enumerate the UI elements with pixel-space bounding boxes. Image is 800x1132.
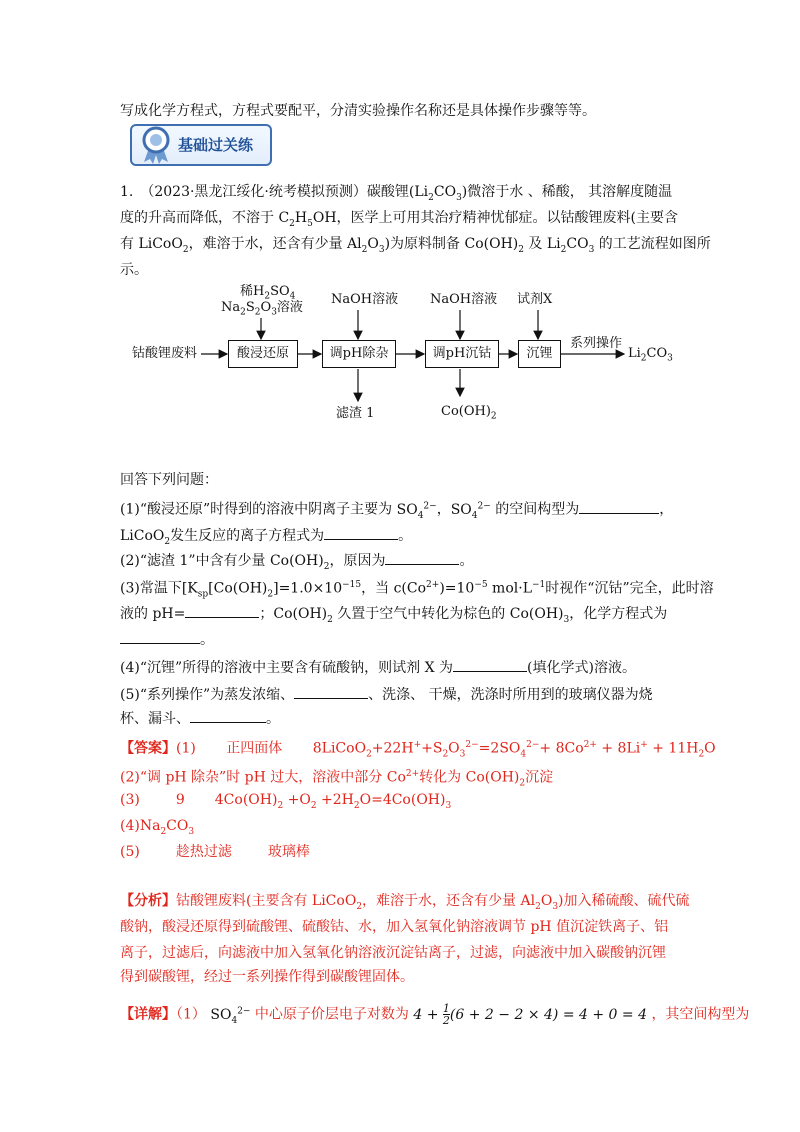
detail-label: 【详解】 bbox=[120, 1006, 176, 1023]
question-3b: 液的 pH= ；$Co(OH)_2$ 久置于空气中转化为棕色的 $Co(OH)_3$，化学方程式为 bbox=[120, 603, 667, 630]
banner-title: 基础过关练 bbox=[178, 136, 254, 154]
answer-4: $(4)Na_2CO_3$ bbox=[120, 818, 195, 837]
analysis-line-1: 【分析】钴酸锂废料(主要含有 LiCoO$_2$，难溶于水，还含有少量 $Al_2O_3$)加入稀硫酸、硫代硫 bbox=[120, 893, 690, 912]
detail-sulfate-ion: $SO_4^{2-}$ bbox=[210, 1006, 251, 1026]
flow-reagent-1-line-1: 稀$H_2SO_4$ bbox=[240, 284, 296, 302]
answer-blank-2[interactable] bbox=[385, 550, 459, 565]
answer-2: (2)“调 pH 除杂”时 pH 过大，溶液中部分 $Co^{2+}$转化为 $Co(OH)_2$沉淀 bbox=[120, 769, 554, 789]
answer-blank-1a[interactable] bbox=[579, 499, 659, 514]
flow-output-3: $Co(OH)_2$ bbox=[441, 404, 497, 422]
question-1: (1)“酸浸还原”时得到的溶液中阴离子主要为 $SO_4^{2-}$，$SO_4^{2-}$ 的空间构型为 ， bbox=[120, 496, 673, 525]
question-3: (3)常温下[$K_{sp}[Co(OH)_2]=1.0\times 10^{-15}$，当 $c(Co^{2+})=10^{-5}$ $mol\cdot L^{-1}$时视作“沉钴”完全，此时溶 bbox=[120, 580, 714, 600]
question-1-eq: LiCoO$_2$发生反应的离子方程式为 。 bbox=[120, 525, 412, 552]
answer-blank-1b[interactable] bbox=[324, 525, 398, 540]
question-line-1: 1. （2023·黑龙江绥化·统考模拟预测）碳酸锂$(Li_2CO_3)$微溶于水 、稀酸， 其溶解度随温 bbox=[120, 184, 673, 203]
question-line-3: 有 LiCoO$_2$，难溶于水，还含有少量 $Al_2O_3$)为原料制备 $Co(OH)_2$ 及 $Li_2CO_3$ 的工艺流程如图所 bbox=[120, 236, 711, 255]
flow-input-label: 钴酸锂废料 bbox=[132, 346, 198, 361]
question-5: (5)“系列操作”为蒸发浓缩、 、洗涤、 干燥，洗涤时所用到的玻璃仪器为烧 bbox=[120, 684, 653, 705]
flow-reagent-2: NaOH溶液 bbox=[331, 292, 399, 307]
analysis-line-2: 酸钠，酸浸还原得到硫酸锂、硫酸钴、水，加入氢氧化钠溶液调节 pH 值沉淀铁离子、铝 bbox=[120, 919, 669, 935]
detail-line-1: 【详解】（1） $SO_4^{2-}$ 中心原子价层电子对数为 4 + $\frac{1}{2}$ (6 + 2 − 2 × 4) = 4 + 0 = 4 ，其空间构型为 bbox=[120, 1002, 750, 1028]
answer-blank-3a[interactable] bbox=[185, 603, 259, 618]
flow-product: $Li_2CO_3$ bbox=[628, 346, 673, 364]
flow-step-lithium: 沉锂 bbox=[518, 340, 561, 368]
answer-3: (3) 9 $4Co(OH)_2 +O_2 +2H_2O=4Co(OH)_3$ bbox=[120, 792, 452, 811]
answer-5: (5) 趁热过滤 玻璃棒 bbox=[120, 844, 310, 860]
flow-step-ph-cobalt: 调pH沉钴 bbox=[425, 340, 499, 368]
analysis-line-4: 得到碳酸锂，经过一系列操作得到碳酸锂固体。 bbox=[120, 969, 414, 985]
answer-blank-5a[interactable] bbox=[294, 684, 368, 699]
flow-reagent-4: 试剂X bbox=[517, 292, 553, 307]
question-3c: 。 bbox=[120, 629, 214, 650]
answer-label: 【答案】 bbox=[120, 740, 176, 757]
detail-formula: 4 + $\frac{1}{2}$ (6 + 2 − 2 × 4) = 4 + 0 = 4 bbox=[413, 1002, 647, 1028]
sulfate-ion-2: $SO_4^{2-}$ bbox=[450, 501, 491, 521]
flow-reagent-1-line-2: $Na_2S_2O_3$溶液 bbox=[221, 300, 303, 318]
question-line-4: 示。 bbox=[120, 262, 148, 278]
question-line-2: 度的升高而降低，不溶于 $C_2H_5OH$，医学上可用其治疗精神忧郁症。以钴酸锂废料(主要含 bbox=[120, 210, 679, 229]
answer-intro: 回答下列问题： bbox=[120, 472, 218, 488]
question-5c: 杯、漏斗、 。 bbox=[120, 708, 280, 729]
flow-output-2: 滤渣 1 bbox=[336, 406, 375, 421]
flow-arrows bbox=[0, 0, 800, 440]
analysis-label: 【分析】 bbox=[120, 893, 176, 909]
answer-blank-3b[interactable] bbox=[120, 629, 200, 644]
answer-blank-5b[interactable] bbox=[190, 708, 266, 723]
sulfate-ion: $SO_4^{2-}$ bbox=[396, 501, 437, 521]
question-4: (4)“沉锂”所得的溶液中主要含有硫酸钠，则试剂 X 为 (填化学式)溶液。 bbox=[120, 657, 636, 678]
answer-1: 【答案】(1) 正四面体 $8LiCoO_2+22H^++S_2O_3^{2-}=2SO_4^{2-}+ 8Co^{2+} + 8Li^+ + 11H_2O$ bbox=[120, 740, 716, 760]
answer-blank-4[interactable] bbox=[453, 657, 527, 672]
flow-reagent-3: NaOH溶液 bbox=[430, 292, 498, 307]
flow-final-operation: 系列操作 bbox=[570, 336, 623, 351]
flow-step-acid-leach: 酸浸还原 bbox=[228, 340, 298, 368]
question-2: (2)“滤渣 1”中含有少量 $Co(OH)_2$，原因为 。 bbox=[120, 550, 473, 577]
analysis-line-3: 离子，过滤后，向滤液中加入氢氧化钠溶液沉淀钴离子，过滤，向滤液中加入碳酸钠沉锂 bbox=[120, 945, 666, 961]
flow-step-ph-impurity: 调pH除杂 bbox=[322, 340, 396, 368]
intro-line: 写成化学方程式，方程式要配平，分清实验操作名称还是具体操作步骤等等。 bbox=[120, 103, 596, 119]
